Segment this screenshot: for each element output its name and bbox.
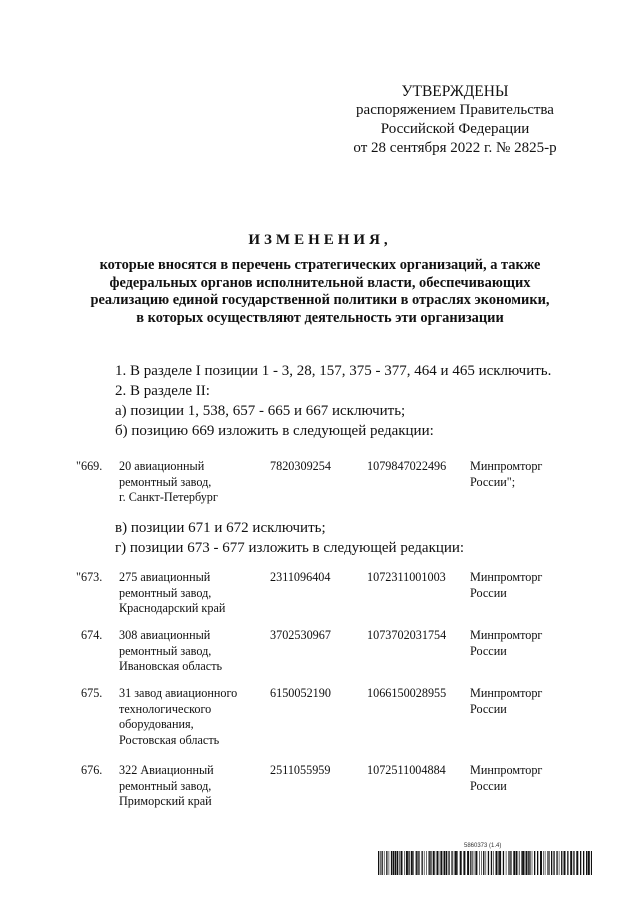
authority-line: России: [470, 585, 507, 600]
position-number: 675.: [81, 686, 103, 700]
name-line: Краснодарский край: [119, 601, 226, 615]
document-subtitle: [60, 257, 580, 327]
approval-block: [330, 82, 580, 158]
authority-line: Минпромторг: [470, 628, 543, 642]
approval-heading: УТВЕРЖДЕНЫ: [401, 83, 509, 100]
ogrn: 1072311001003: [367, 570, 446, 584]
approval-date-number: от 28 сентября 2022 г. № 2825-р: [353, 140, 557, 156]
federal-authority: [470, 570, 590, 601]
federal-authority: [470, 686, 590, 717]
subtitle-line: федеральных органов исполнительной власти, обеспечивающих: [109, 274, 531, 291]
organization-name: [119, 570, 269, 617]
approval-line: Российской Федерации: [380, 121, 530, 137]
name-line: Ивановская область: [119, 659, 223, 673]
authority-line: Минпромторг: [470, 570, 543, 584]
approval-line: распоряжением Правительства: [356, 102, 554, 118]
organization-name: [119, 763, 269, 810]
name-line: Приморский край: [119, 794, 212, 808]
ogrn: 1072511004884: [367, 763, 446, 777]
name-line: ремонтный завод,: [119, 585, 212, 600]
name-line: ремонтный завод,: [119, 643, 212, 658]
federal-authority: [470, 459, 590, 490]
paragraph-b: б) позицию 669 изложить в следующей редакции:: [115, 423, 434, 439]
inn: 2311096404: [270, 570, 331, 584]
ogrn: 1079847022496: [367, 459, 447, 473]
paragraph-1: 1. В разделе I позиции 1 - 3, 28, 157, 375 - 377, 464 и 465 исключить.: [115, 363, 552, 379]
position-number: "673.: [76, 570, 103, 584]
organization-name: [119, 459, 269, 506]
subtitle-line: в которых осуществляют деятельность эти организации: [136, 309, 504, 326]
inn: 6150052190: [270, 686, 331, 700]
authority-line: Минпромторг: [470, 763, 543, 777]
inn: 3702530967: [270, 628, 331, 642]
organization-name: [119, 628, 269, 675]
name-line: 308 авиационный: [119, 628, 211, 642]
organization-name: [119, 686, 269, 748]
inn: 7820309254: [270, 459, 331, 473]
name-line: Ростовская область: [119, 732, 220, 747]
barcode-label: 5860373 (1.4): [464, 843, 502, 849]
position-number: "669.: [76, 459, 103, 473]
name-line: г. Санкт-Петербург: [119, 490, 218, 504]
authority-line: России: [470, 701, 507, 716]
paragraph-v: в) позиции 671 и 672 исключить;: [115, 520, 326, 536]
authority-line: России: [470, 778, 507, 793]
name-line: оборудования,: [119, 717, 194, 731]
federal-authority: [470, 628, 590, 659]
authority-line: России";: [470, 474, 516, 489]
inn: 2511055959: [270, 763, 331, 777]
position-number: 674.: [81, 628, 103, 642]
subtitle-line: реализацию единой государственной политики в отраслях экономики,: [90, 292, 550, 308]
name-line: ремонтный завод,: [119, 474, 212, 489]
authority-line: Минпромторг: [470, 686, 543, 700]
name-line: технологического: [119, 701, 212, 716]
paragraph-a: а) позиции 1, 538, 657 - 665 и 667 исключить;: [115, 403, 406, 419]
position-number: 676.: [81, 763, 103, 777]
ogrn: 1073702031754: [367, 628, 447, 642]
authority-line: Минпромторг: [470, 459, 543, 473]
name-line: 322 Авиационный: [119, 763, 214, 777]
authority-line: России: [470, 643, 507, 658]
ogrn: 1066150028955: [367, 686, 447, 700]
name-line: 20 авиационный: [119, 459, 205, 473]
federal-authority: [470, 763, 590, 794]
subtitle-line: которые вносятся в перечень стратегических организаций, а также: [99, 257, 541, 273]
document-title: ИЗМЕНЕНИЯ,: [248, 232, 392, 248]
name-line: 275 авиационный: [119, 570, 211, 584]
barcode-icon: [378, 851, 592, 875]
paragraph-g: г) позиции 673 - 677 изложить в следующей редакции:: [115, 540, 465, 556]
name-line: 31 завод авиационного: [119, 686, 238, 700]
paragraph-2: 2. В разделе II:: [115, 383, 210, 399]
name-line: ремонтный завод,: [119, 778, 212, 793]
